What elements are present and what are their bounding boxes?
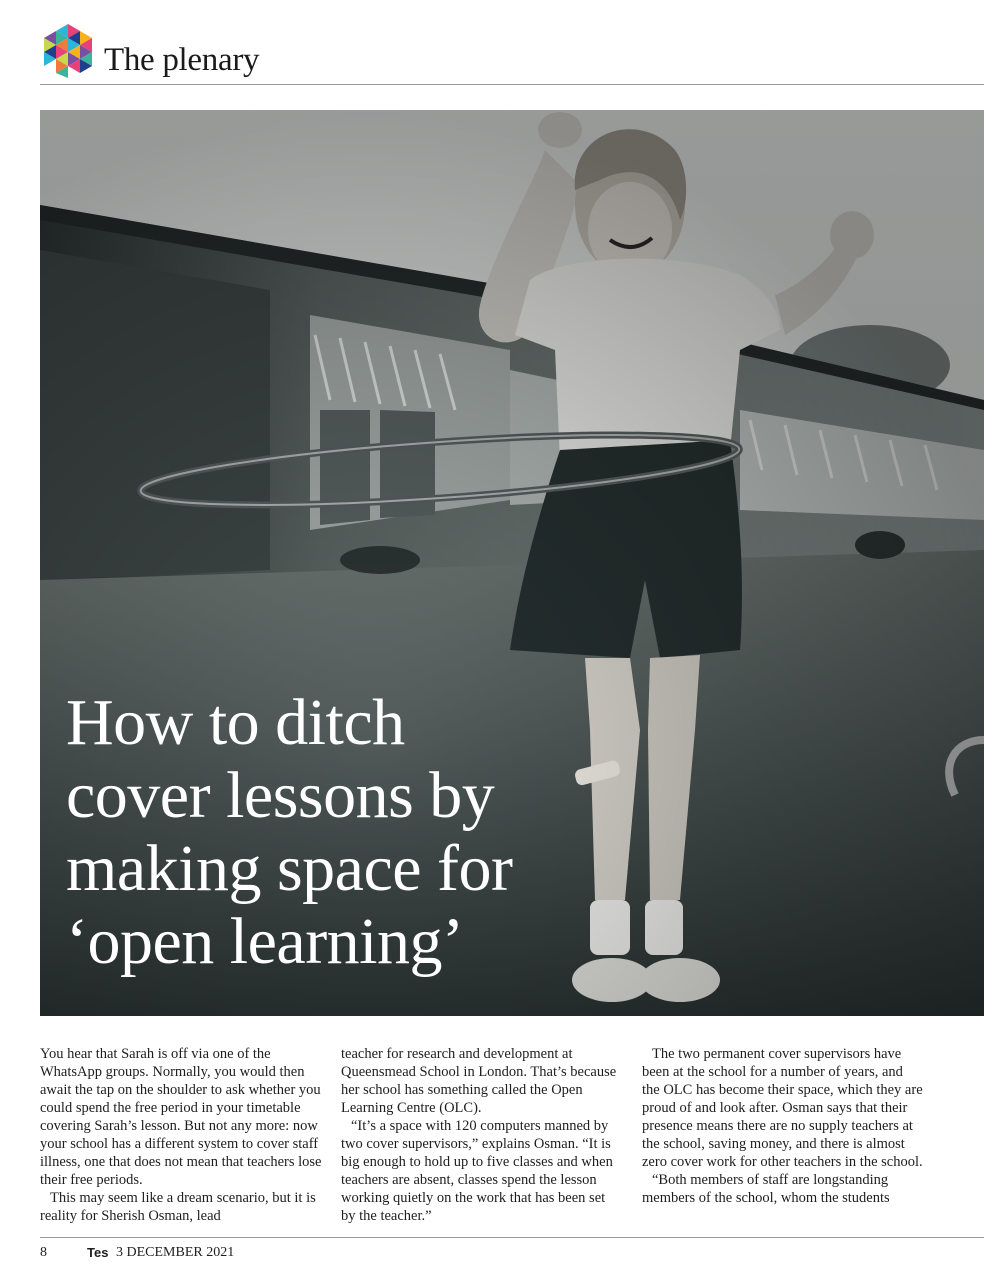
footer-divider xyxy=(40,1237,984,1238)
page-number: 8 xyxy=(40,1245,47,1260)
paragraph: The two permanent cover supervisors have been at the school for a number of years, and the OLC has become their space, which they are proud of and look after. Osman says that their presence means there are no supply teachers at the school, saving money, and there is almost zero cover work for other teachers in the school. xyxy=(642,1046,923,1170)
headline xyxy=(66,686,666,978)
headline-line: How to ditch xyxy=(66,686,405,759)
paragraph: This may seem like a dream scenario, but it is reality for Sherish Osman, lead xyxy=(40,1190,316,1224)
headline-line: cover lessons by xyxy=(66,759,495,832)
paragraph: teacher for research and development at Queensmead School in London. That’s because her school has something called the Open Learning Centre (OLC). xyxy=(341,1046,617,1116)
body-column-1 xyxy=(40,1045,322,1225)
header-divider xyxy=(40,84,984,85)
body-column-3 xyxy=(642,1045,924,1207)
issue-date: 3 DECEMBER 2021 xyxy=(116,1245,235,1260)
section-title: The plenary xyxy=(104,42,260,78)
paragraph: “Both members of staff are longstanding members of the school, whom the students xyxy=(642,1172,890,1206)
headline-line: making space for xyxy=(66,832,513,905)
body-column-2 xyxy=(341,1045,623,1225)
hero-photo xyxy=(40,110,984,1016)
paragraph: “It’s a space with 120 computers manned by two cover supervisors,” explains Osman. “It is big enough to hold up to five classes and when teachers are absent, classes spend the lesson working quietly on the work that has been set by the teacher.” xyxy=(341,1118,613,1224)
headline-line: ‘open learning’ xyxy=(66,905,464,978)
brand-logo: Tes xyxy=(87,1245,109,1260)
paragraph: You hear that Sarah is off via one of the WhatsApp groups. Normally, you would then await the tap on the shoulder to ask whether you could spend the free period in your timetable covering Sarah’s lesson. But not any more: now your school has a different system to cover staff illness, one that does not mean that teachers lose their free periods. xyxy=(40,1046,322,1188)
section-header xyxy=(40,22,984,86)
tes-logo-icon xyxy=(40,22,96,78)
